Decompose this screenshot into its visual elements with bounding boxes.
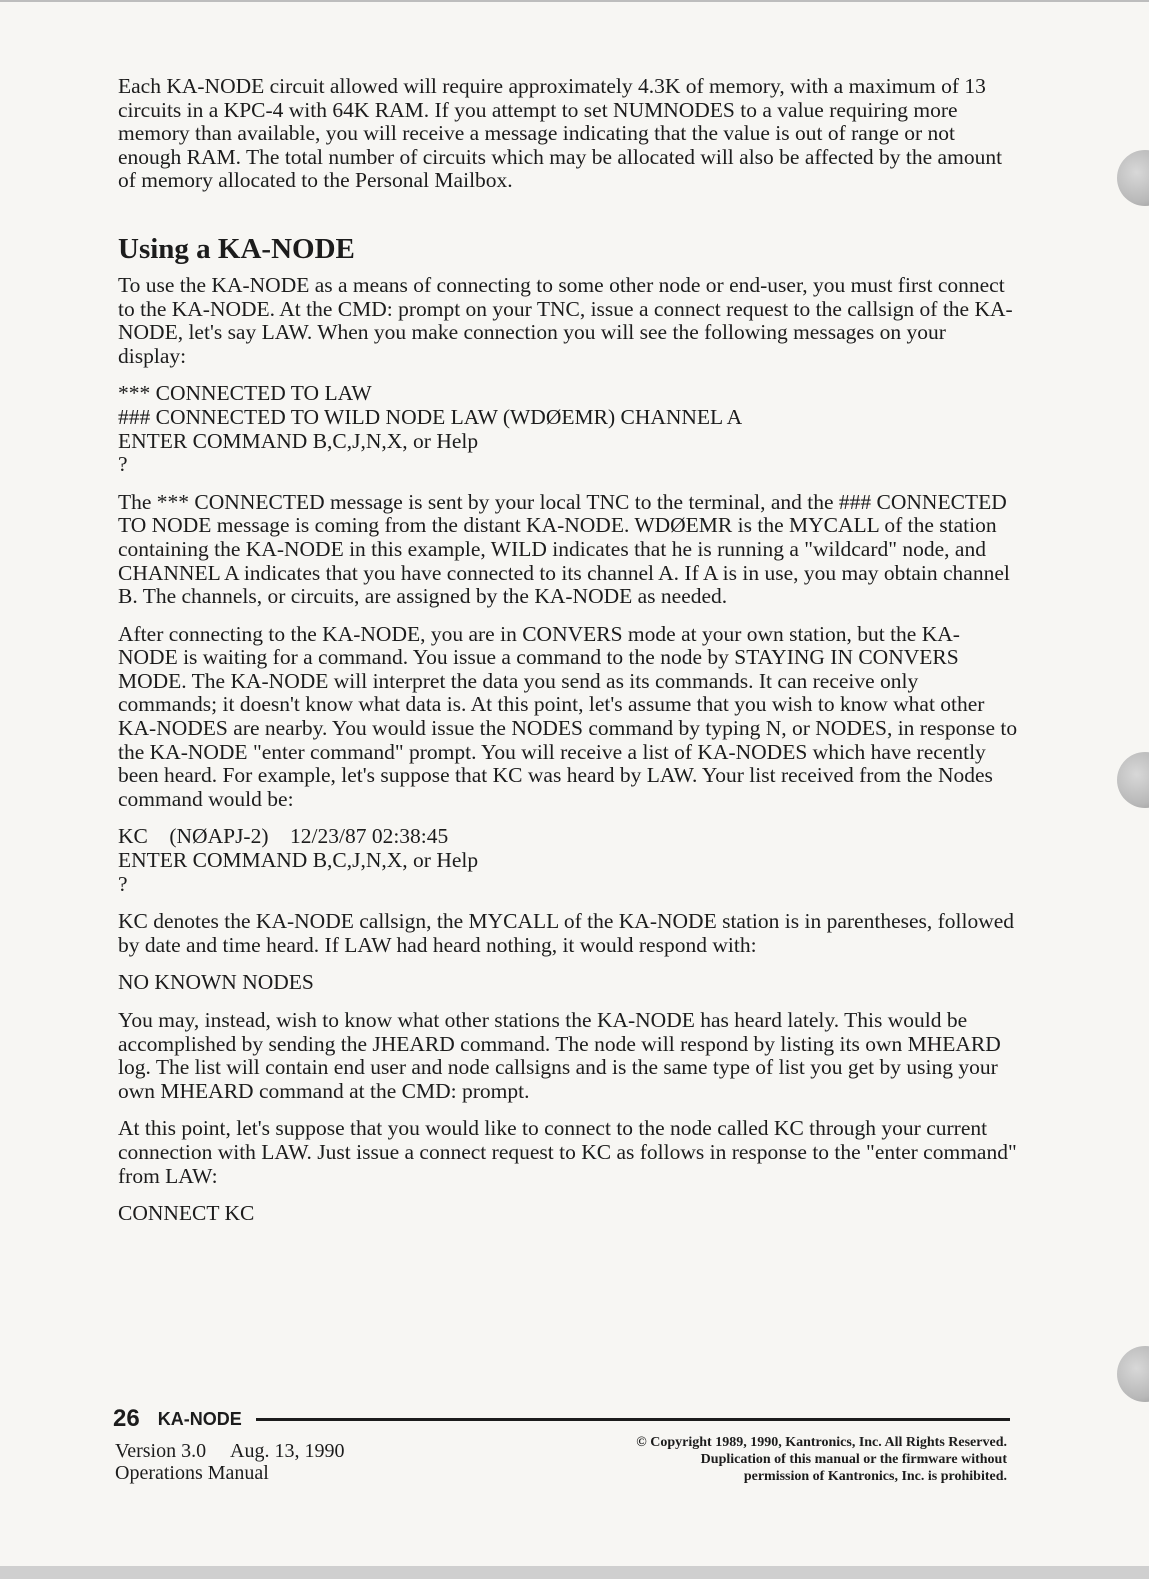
- section-heading: Using a KA-NODE: [118, 232, 355, 265]
- code-line: ### CONNECTED TO WILD NODE LAW (WDØEMR) CHANNEL A: [118, 404, 743, 429]
- paragraph-connect-instructions: To use the KA-NODE as a means of connecting to some other node or end-user, you must first connect to the KA-NODE. At the CMD: prompt on your TNC, issue a connect request to the callsign of the KA-NODE, let's say LAW. When you make connection you will see the following messages on your display:: [118, 272, 1013, 368]
- code-line: ENTER COMMAND B,C,J,N,X, or Help: [118, 848, 479, 873]
- paragraph-jheard: You may, instead, wish to know what other stations the KA-NODE has heard lately. This would be accomplished by sending the JHEARD command. The node will respond by listing its own MHEARD log. The list will contain end user and node callsigns and is the same type of list you get by using your own MHEARD command at the CMD: prompt.: [118, 1008, 1001, 1103]
- footer-section-title: KA-NODE: [157, 1408, 242, 1429]
- code-line: ?: [118, 452, 128, 477]
- nodes-list-block: [118, 825, 1018, 896]
- code-line: KC (NØAPJ-2) 12/23/87 02:38:45: [118, 824, 449, 849]
- copyright-line: permission of Kantronics, Inc. is prohibited.: [743, 1469, 1007, 1484]
- connect-kc-block: [118, 1202, 1018, 1226]
- copyright-line: Duplication of this manual or the firmware without: [700, 1452, 1007, 1467]
- code-line: *** CONNECTED TO LAW: [118, 381, 372, 406]
- scan-bottom-edge: [0, 1566, 1149, 1579]
- paragraph-connected-explanation: The *** CONNECTED message is sent by your local TNC to the terminal, and the ### CONNECTED TO NODE message is coming from the distant KA-NODE. WDØEMR is the MYCALL of the station containing the KA-NODE in this example, WILD indicates that he is running a "wildcard" node, and CHANNEL A indicates that you have connected to its channel A. If A is in use, you may obtain channel B. The channels, or circuits, are assigned by the KA-NODE as needed.: [118, 489, 1010, 609]
- code-line: ?: [118, 871, 128, 896]
- manual-line: Operations Manual: [115, 1462, 269, 1484]
- binder-hole-middle: [1117, 752, 1149, 808]
- paragraph-kc-denotes: KC denotes the KA-NODE callsign, the MYCALL of the KA-NODE station is in parentheses, followed by date and time heard. If LAW had heard nothing, it would respond with:: [118, 909, 1015, 957]
- version-line: Version 3.0 Aug. 13, 1990: [115, 1440, 345, 1462]
- footer-rule: [256, 1418, 1010, 1421]
- no-known-nodes-block: [118, 971, 1018, 995]
- footer-copyright: [636, 1434, 1007, 1485]
- code-line: NO KNOWN NODES: [118, 970, 314, 995]
- code-line: CONNECT KC: [118, 1201, 255, 1226]
- intro-paragraph: Each KA-NODE circuit allowed will require approximately 4.3K of memory, with a maximum of 13 circuits in a KPC-4 with 64K RAM. If you attempt to set NUMNODES to a value requiring more memory than available, you will receive a message indicating that the value is out of range or not enough RAM. The total number of circuits which may be allocated will also be affected by the amount of memory allocated to the Personal Mailbox.: [118, 74, 1003, 193]
- paragraph-connect-kc: At this point, let's suppose that you would like to connect to the node called KC through your current connection with LAW. Just issue a connect request to KC as follows in response to the "enter command" from LAW:: [118, 1116, 1017, 1188]
- binder-hole-bottom: [1117, 1346, 1149, 1402]
- paragraph-convers-mode: After connecting to the KA-NODE, you are in CONVERS mode at your own station, but the KA-NODE is waiting for a command. You issue a command to the node by STAYING IN CONVERS MODE. The KA-NODE will interpret the data you send as its commands. It can receive only commands; it doesn't know what data is. At this point, let's assume that you wish to know what other KA-NODES are nearby. You would issue the NODES command by typing N, or NODES, in response to the KA-NODE "enter command" prompt. You will receive a list of KA-NODES which have recently been heard. For example, let's suppose that KC was heard by LAW. Your list received from the Nodes command would be:: [118, 621, 1018, 811]
- page-body: [118, 75, 1018, 1240]
- footer-header: [113, 1404, 1010, 1434]
- page-number: 26: [113, 1405, 140, 1432]
- binder-hole-top: [1117, 150, 1149, 206]
- copyright-line: © Copyright 1989, 1990, Kantronics, Inc. All Rights Reserved.: [636, 1435, 1007, 1450]
- connect-messages-block: [118, 382, 1018, 476]
- code-line: ENTER COMMAND B,C,J,N,X, or Help: [118, 428, 479, 453]
- footer-version-info: [115, 1440, 344, 1484]
- scan-top-edge: [0, 0, 1149, 2]
